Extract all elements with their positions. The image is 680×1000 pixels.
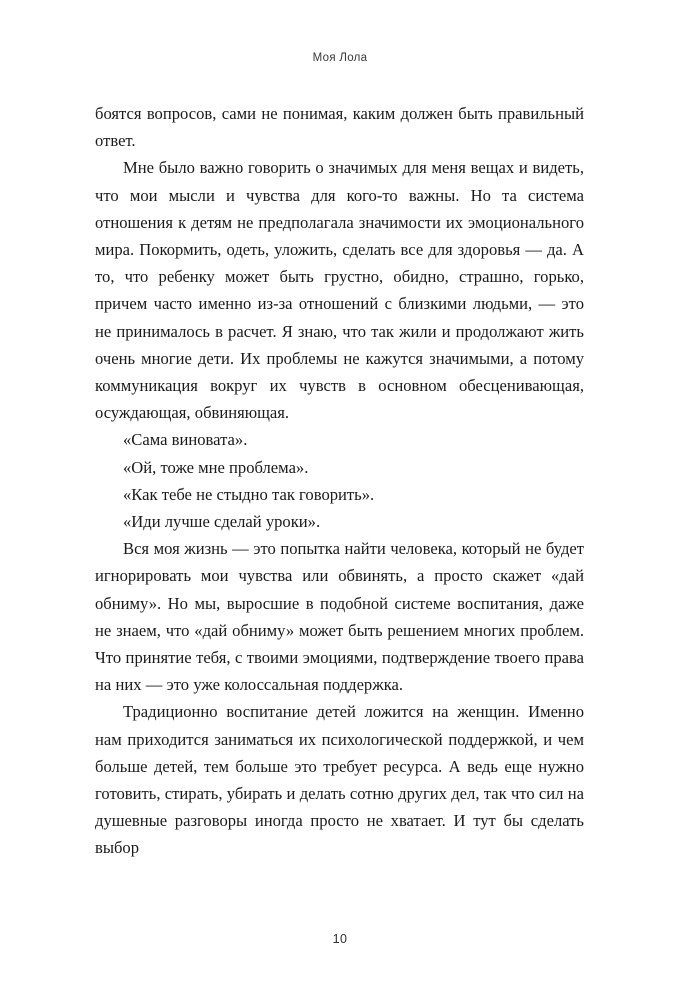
page-number: 10	[332, 932, 348, 946]
body-text-column	[95, 100, 584, 889]
quote-line: «Сама виновата».	[123, 430, 248, 450]
quote-line: «Ой, тоже мне проблема».	[123, 457, 309, 477]
quote-line: «Как тебе не стыдно так говорить».	[123, 484, 375, 504]
paragraph: Вся моя жизнь — это попытка найти человека, который не будет игнорировать мои чувства или обвинять, а просто скажет «дай обниму». Но мы, выросшие в подобной системе воспитания, даже не знаем, что «дай обниму» может быть решением многих проблем. Что принятие тебя, с твоими эмоциями, подтверждение твоего права на них — это уже колоссальная поддержка.	[95, 539, 584, 695]
paragraph-cut-off: Традиционно воспитание детей ложится на женщин. Именно нам приходится заниматься их психологической поддержкой, и чем больше детей, тем больше это требует ресурса. А ведь еще нужно готовить, стирать, убирать и делать сотню других дел, так что сил на душевные разговоры иногда просто не хватает. И тут бы сделать выбор	[95, 702, 584, 858]
paragraph-continuation: боятся вопросов, сами не понимая, каким должен быть правильный ответ.	[95, 104, 584, 151]
quote-line: «Иди лучше сделай уроки».	[123, 512, 321, 532]
running-head: Моя Лола	[312, 52, 368, 64]
paragraph: Мне было важно говорить о значимых для меня вещах и видеть, что мои мысли и чувства для кого-то важны. Но та система отношения к детям не предполагала значимости их эмоционального мира. Покормить, одеть, уложить, сделать все для здоровья — да. А то, что ребенку может быть грустно, обидно, страшно, горько, причем часто именно из-за отношений с близкими людьми, — это не принималось в расчет. Я знаю, что так жили и продолжают жить очень многие дети. Их проблемы не кажутся значимыми, а потому коммуникация вокруг их чувств в основном обесценивающая, осуждающая, обвиняющая.	[95, 158, 584, 423]
